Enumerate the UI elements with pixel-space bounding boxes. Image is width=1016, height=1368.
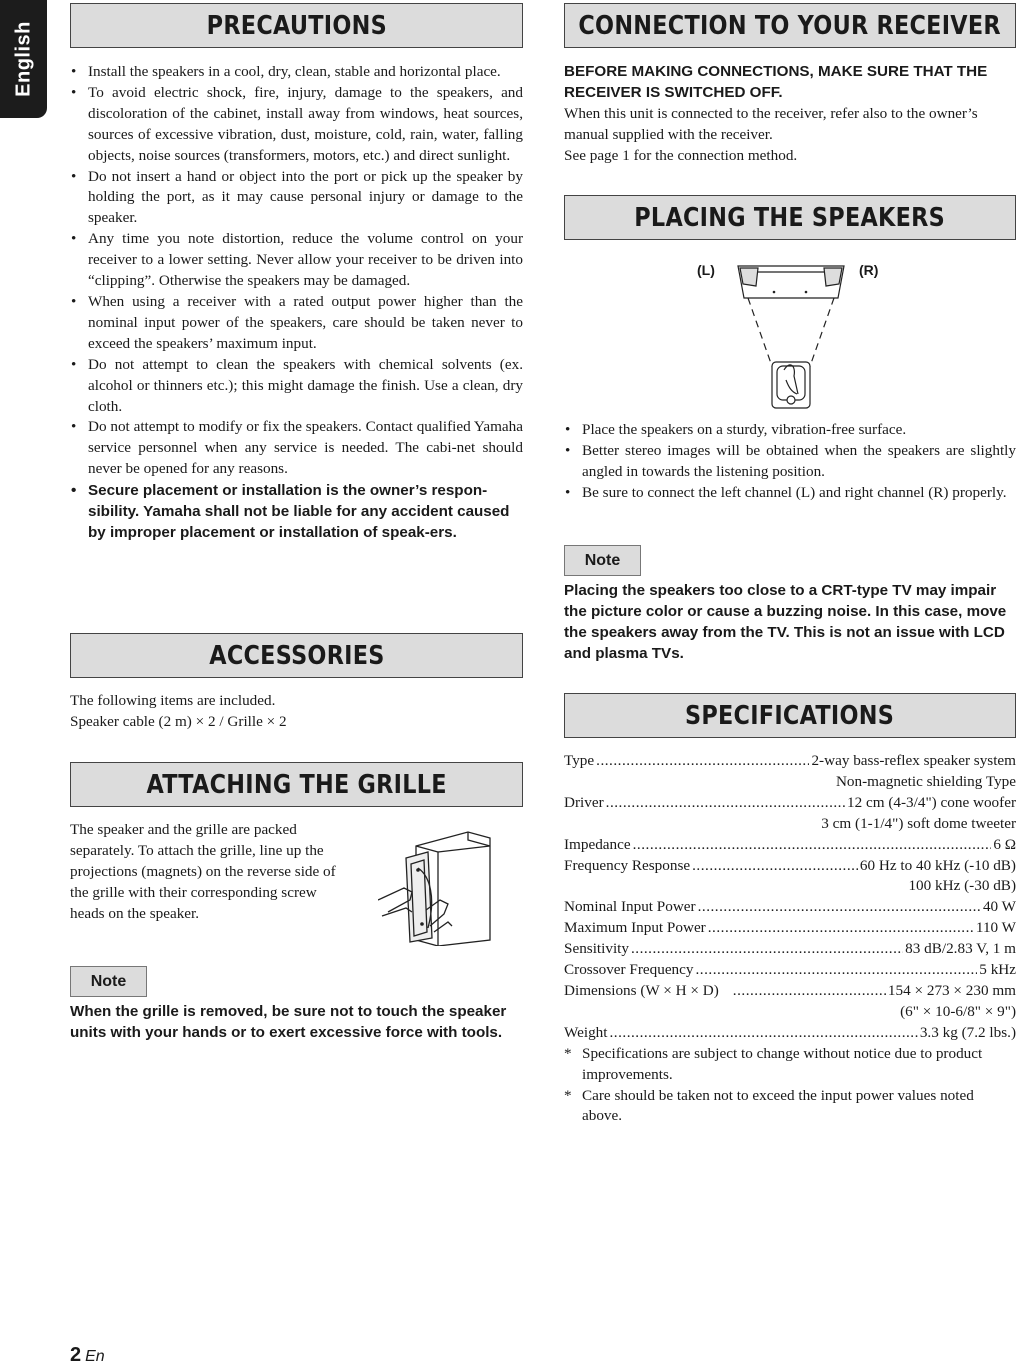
spec-row-frequency-cont: 100 kHz (-30 dB) (908, 877, 1016, 895)
language-tab-label: English (12, 21, 34, 97)
accessories-heading: ACCESSORIES (70, 633, 523, 678)
precautions-heading: PRECAUTIONS (70, 3, 523, 48)
precautions-list (70, 62, 523, 543)
list-item: • Be sure to connect the left channel (L) and right channel (R) properly. (564, 483, 1016, 504)
list-item: • Do not attempt to clean the speakers with chemical solvents (ex. alcohol or thinners etc.); this might damage the finish. Use a clean, dry cloth. (70, 355, 523, 418)
spec-row-frequency: Frequency Response ..... 60 Hz to 40 kHz (-10 dB) (564, 856, 1016, 877)
list-item: • Any time you note distortion, reduce the volume control on your receiver to a lower setting. Never allow your receiver to be driven into “clipping”. Otherwise the speakers may be damaged. (70, 229, 523, 292)
accessories-line: Speaker cable (2 m) × 2 / Grille × 2 (70, 713, 287, 730)
connection-line: See page 1 for the connection method. (564, 147, 798, 164)
list-item: • Place the speakers on a sturdy, vibration-free surface. (564, 420, 1016, 441)
placing-note-tag: Note (564, 545, 641, 576)
list-item: • Install the speakers in a cool, dry, clean, stable and horizontal place. (70, 62, 523, 83)
spec-row-type: Type ..... 2-way bass-reflex speaker system (564, 751, 1016, 772)
accessories-text (70, 690, 523, 732)
specifications-heading: SPECIFICATIONS (564, 693, 1016, 738)
left-channel-label: (L) (697, 262, 715, 278)
specifications-table (564, 751, 1016, 1127)
list-item: • To avoid electric shock, fire, injury, damage to the speakers, and discoloration of the cabinet, install away from windows, heat sources, sources of excessive vibration, dust, moisture, cold, rain, water, falling objects, noise sources (transformers, motors, etc.) and direct sunlight. (70, 83, 523, 167)
grille-note-text: When the grille is removed, be sure not to touch the speaker units with your hands or to exert excessive force with tools. (70, 1003, 507, 1041)
list-item: • Do not attempt to modify or fix the speakers. Contact qualified Yamaha service personnel when any service is needed. The cabi-net should never be opened for any reasons. (70, 417, 523, 480)
grille-attachment-illustration (378, 828, 518, 946)
list-item: • Do not insert a hand or object into the port or pick up the speaker by holding the port, as it may cause personal injury or damage to the speaker. (70, 167, 523, 230)
spec-row-driver: Driver ..... 12 cm (4-3/4") cone woofer (564, 793, 1016, 814)
spec-row-weight: Weight ..... 3.3 kg (7.2 lbs.) (564, 1023, 1016, 1044)
attaching-grille-heading: ATTACHING THE GRILLE (70, 762, 523, 807)
spec-row-max-power: Maximum Input Power ..... 110 W (564, 918, 1016, 939)
spec-footnote: * Specifications are subject to change without notice due to product improvements. (564, 1044, 1016, 1086)
spec-row-impedance: Impedance ..... 6 Ω (564, 835, 1016, 856)
speaker-placement-diagram (734, 262, 850, 412)
connection-line: When this unit is connected to the receiver, refer also to the owner’s manual supplied with the receiver. (564, 105, 978, 143)
page-number: 2 En (70, 1344, 105, 1366)
connection-heading: CONNECTION TO YOUR RECEIVER (564, 3, 1016, 48)
placing-list (564, 420, 1016, 504)
placing-heading: PLACING THE SPEAKERS (564, 195, 1016, 240)
grille-note-tag: Note (70, 966, 147, 997)
placing-note-text: Placing the speakers too close to a CRT-type TV may impair the picture color or cause a buzzing noise. In this case, move the speakers away from the TV. This is not an issue with LCD and plasma TVs. (564, 582, 1007, 662)
spec-row-type-cont: Non-magnetic shielding Type (835, 772, 1016, 790)
spec-row-dimensions: Dimensions (W × H × D) ..... 154 × 273 × 230 mm (564, 981, 1016, 1002)
spec-footnote: * Care should be taken not to exceed the input power values noted above. (564, 1086, 1016, 1128)
list-item: • Better stereo images will be obtained when the speakers are slightly angled in towards the listening position. (564, 441, 1016, 483)
spec-row-dimensions-cont: (6" × 10-6/8" × 9") (900, 1002, 1016, 1020)
list-item: • When using a receiver with a rated output power higher than the nominal input power of the speakers, care should be taken never to exceed the speakers’ maximum input. (70, 292, 523, 355)
right-channel-label: (R) (859, 262, 879, 278)
spec-row-nominal-power: Nominal Input Power ..... 40 W (564, 897, 1016, 918)
connection-warning: BEFORE MAKING CONNECTIONS, MAKE SURE THAT THE RECEIVER IS SWITCHED OFF. (564, 63, 988, 101)
spec-row-sensitivity: Sensitivity ..... 83 dB/2.83 V, 1 m (564, 939, 1016, 960)
grille-text: The speaker and the grille are packed separately. To attach the grille, line up the projections (magnets) on the reverse side of the grille with their corresponding screw heads on the speaker. (70, 821, 336, 922)
spec-row-driver-cont: 3 cm (1-1/4") soft dome tweeter (821, 814, 1016, 832)
list-item-bold: • Secure placement or installation is the owner’s respon-sibility. Yamaha shall not be liable for any accident caused by improper placement or installation of speak-ers. (70, 480, 523, 543)
accessories-line: The following items are included. (70, 692, 276, 709)
connection-text (564, 61, 1016, 166)
language-tab (0, 0, 47, 118)
spec-row-crossover: Crossover Frequency ..... 5 kHz (564, 960, 1016, 981)
